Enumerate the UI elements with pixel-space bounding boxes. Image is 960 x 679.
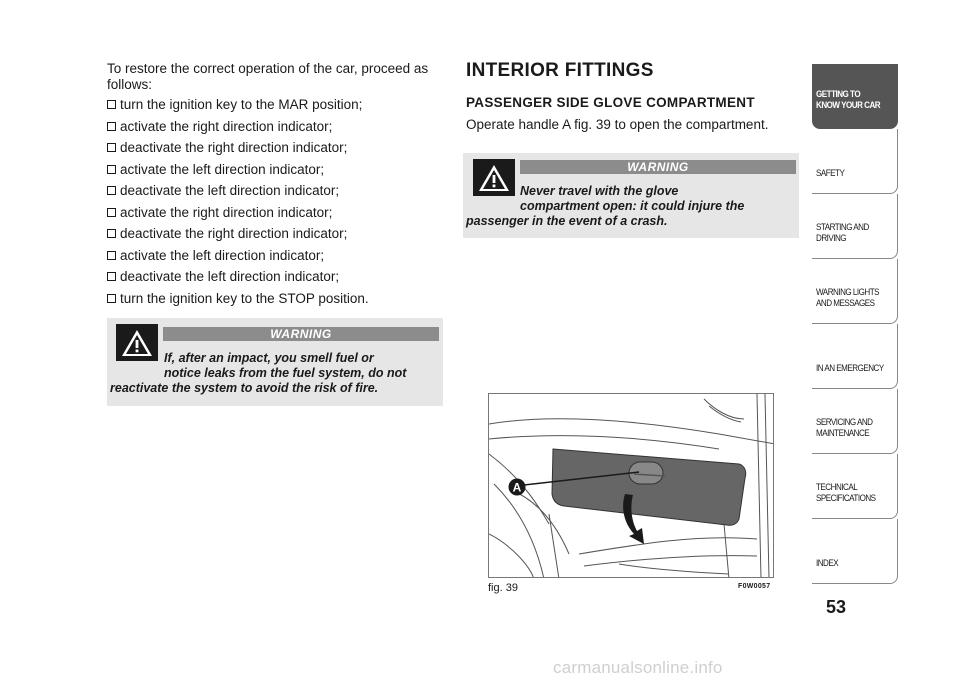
warning-line-3: reactivate the system to avoid the risk of fire. (110, 381, 379, 395)
list-item: deactivate the right direction indicator; (107, 226, 440, 242)
list-item: activate the right direction indicator; (107, 119, 440, 135)
list-item: activate the left direction indicator; (107, 248, 440, 264)
tab-in-an-emergency[interactable] (812, 324, 898, 389)
tab-getting-to-know-your-car[interactable] (812, 64, 898, 129)
watermark: carmanualsonline.info (553, 658, 723, 677)
callout-label-a: A (512, 480, 522, 495)
checkbox-bullet-icon (107, 229, 116, 238)
glove-compartment-figure (488, 393, 774, 578)
checkbox-bullet-icon (107, 186, 116, 195)
tab-label-line2: DRIVING (816, 233, 847, 244)
checkbox-bullet-icon (107, 100, 116, 109)
tab-starting-and-driving[interactable] (812, 194, 898, 259)
tab-label-line2: SPECIFICATIONS (816, 493, 876, 504)
tab-label-line1: INDEX (816, 558, 839, 569)
subsection-heading: PASSENGER SIDE GLOVE COMPARTMENT (466, 95, 755, 110)
section-heading: INTERIOR FITTINGS (466, 60, 654, 81)
glove-compartment-illustration (489, 394, 774, 578)
list-item: deactivate the left direction indicator; (107, 269, 440, 285)
warning-body (466, 184, 799, 229)
warning-line-1: If, after an impact, you smell fuel or (164, 351, 374, 365)
warning-line-2: notice leaks from the fuel system, do not (164, 366, 407, 380)
tab-label-line1: SERVICING AND (816, 417, 873, 428)
instruction-text: Operate handle A fig. 39 to open the compartment. (466, 117, 769, 132)
warning-title: WARNING (520, 160, 796, 174)
intro-text: To restore the correct operation of the car, proceed as follows: (107, 61, 429, 92)
tab-label-line1: WARNING LIGHTS (816, 287, 880, 298)
list-item: deactivate the left direction indicator; (107, 183, 440, 199)
fuel-warning-box (107, 318, 443, 406)
tab-technical-specifications[interactable] (812, 454, 898, 519)
tab-index[interactable] (812, 519, 898, 584)
warning-body (110, 351, 443, 396)
tab-warning-lights-and-messages[interactable] (812, 259, 898, 324)
tab-label-line2: AND MESSAGES (816, 298, 875, 309)
glove-warning-box (463, 153, 799, 238)
checkbox-bullet-icon (107, 294, 116, 303)
page-number: 53 (826, 597, 847, 617)
list-item: turn the ignition key to the STOP position. (107, 291, 440, 307)
list-item: activate the right direction indicator; (107, 205, 440, 221)
warning-line-2: compartment open: it could injure the (520, 199, 745, 213)
checkbox-bullet-icon (107, 272, 116, 281)
warning-line-1: Never travel with the glove (520, 184, 679, 198)
checkbox-bullet-icon (107, 251, 116, 260)
tab-label-line1: GETTING TO (816, 89, 861, 100)
tab-safety[interactable] (812, 129, 898, 194)
checkbox-bullet-icon (107, 122, 116, 131)
chapter-sidebar (812, 64, 898, 584)
warning-line-3: passenger in the event of a crash. (466, 214, 668, 228)
tab-label-line2: MAINTENANCE (816, 428, 870, 439)
figure-code: F0W0057 (738, 583, 771, 590)
tab-servicing-and-maintenance[interactable] (812, 389, 898, 454)
tab-label-line1: IN AN EMERGENCY (816, 363, 884, 374)
list-item: deactivate the right direction indicator; (107, 140, 440, 156)
step-list (107, 97, 440, 307)
left-column (107, 61, 440, 312)
right-column (466, 61, 800, 133)
tab-label-line2: KNOW YOUR CAR (816, 100, 881, 111)
tab-label-line1: TECHNICAL (816, 482, 858, 493)
checkbox-bullet-icon (107, 165, 116, 174)
checkbox-bullet-icon (107, 143, 116, 152)
figure-caption: fig. 39 (488, 582, 518, 594)
tab-label-line1: SAFETY (816, 168, 845, 179)
warning-title: WARNING (163, 327, 439, 341)
list-item: turn the ignition key to the MAR position; (107, 97, 440, 113)
checkbox-bullet-icon (107, 208, 116, 217)
tab-label-line1: STARTING AND (816, 222, 869, 233)
list-item: activate the left direction indicator; (107, 162, 440, 178)
